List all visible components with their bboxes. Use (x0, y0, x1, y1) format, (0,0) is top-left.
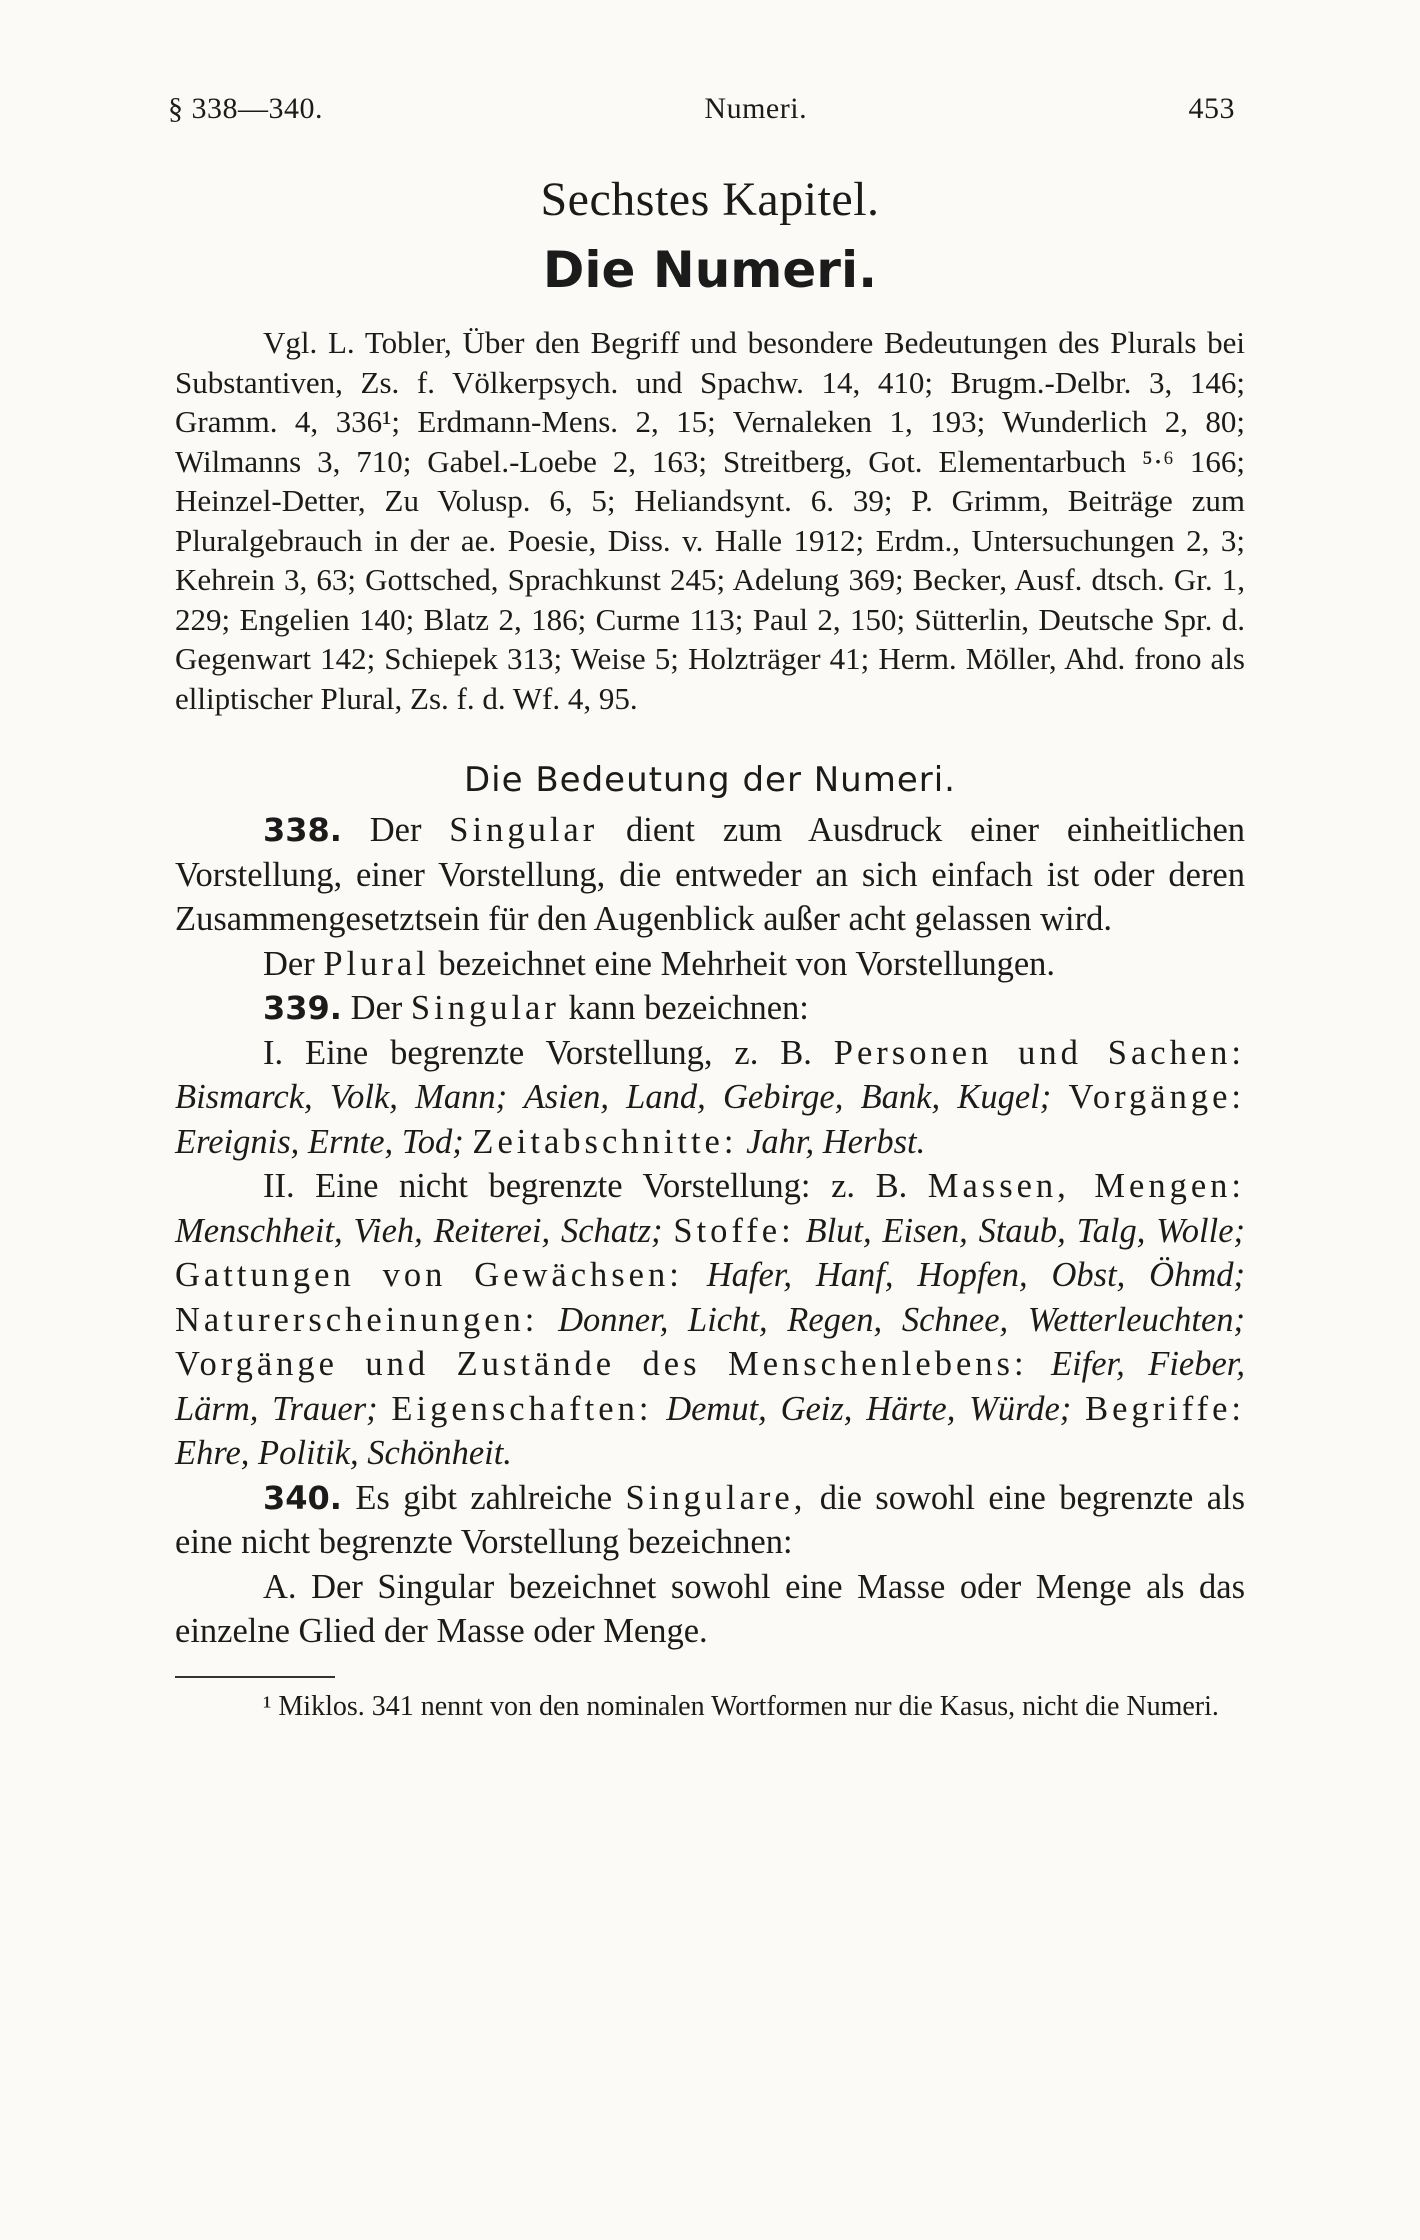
literature-references: Vgl. L. Tobler, Über den Begriff und besondere Bedeutungen des Plurals bei Substantiven, Zs. f. Völkerpsych. und Spachw. 14, 410; Brugm.-Delbr. 3, 146; Gramm. 4, 336¹; Erdmann-Mens. 2, 15; Vernaleken 1, 193; Wunderlich 2, 80; Wilmanns 3, 710; Gabel.-Loebe 2, 163; Streitberg, Got. Elementarbuch ⁵·⁶ 166; Heinzel-Detter, Zu Volusp. 6, 5; Heliandsynt. 6. 39; P. Grimm, Beiträge zum Pluralgebrauch in der ae. Poesie, Diss. v. Halle 1912; Erdm., Untersuchungen 2, 3; Kehrein 3, 63; Gottsched, Sprachkunst 245; Adelung 369; Becker, Ausf. dtsch. Gr. 1, 229; Engelien 140; Blatz 2, 186; Curme 113; Paul 2, 150; Sütterlin, Deutsche Spr. d. Gegenwart 142; Schiepek 313; Weise 5; Holzträger 41; Herm. Möller, Ahd. frono als elliptischer Plural, Zs. f. d. Wf. 4, 95. (175, 325, 1245, 716)
section-range: § 338—340. (168, 92, 323, 125)
main-text (175, 808, 1245, 1654)
section-heading: Die Bedeutung der Numeri. (463, 760, 956, 800)
running-head (168, 92, 1235, 126)
paragraph-338: 338. Der Singular dient zum Ausdruck einer einheitlichen Vorstellung, einer Vorstellung, die entweder an sich einfach ist oder deren Zusammengesetztsein für den Augenblick außer acht gelassen wird. (175, 811, 1246, 938)
chapter-label: Sechstes Kapitel. (540, 173, 880, 226)
paragraph-339-ii: II. Eine nicht begrenzte Vorstellung: z. B. Massen, Mengen: Menschheit, Vieh, Reiterei, Schatz; Stoffe: Blut, Eisen, Staub, Talg, Wolle; Gattungen von Gewächsen: Hafer, Hanf, Hopfen, Obst, Öhmd; Naturerscheinungen: Donner, Licht, Regen, Schnee, Wetterleuchten; Vorgänge und Zustände des Menschenlebens: Eifer, Fieber, Lärm, Trauer; Eigenschaften: Demut, Geiz, Härte, Würde; Begriffe: Ehre, Politik, Schönheit. (175, 1167, 1246, 1472)
paragraph-338-plural: Der Plural bezeichnet eine Mehrheit von Vorstellungen. (263, 944, 1056, 983)
paragraph-339-i: I. Eine begrenzte Vorstellung, z. B. Personen und Sachen: Bismarck, Volk, Mann; Asien, Land, Gebirge, Bank, Kugel; Vorgänge: Ereignis, Ernte, Tod; Zeitabschnitte: Jahr, Herbst. (175, 1033, 1246, 1161)
running-title: Numeri. (704, 92, 808, 125)
page-content (175, 172, 1245, 1726)
page-number: 453 (1188, 92, 1235, 125)
paragraph-340-a: A. Der Singular bezeichnet sowohl eine Masse oder Menge als das einzelne Glied der Masse oder Menge. (175, 1567, 1245, 1650)
paragraph-number: 338. (263, 811, 342, 849)
paragraph-number: 339. (263, 989, 342, 1027)
paragraph-340: 340. Es gibt zahlreiche Singulare, die sowohl eine begrenzte als eine nicht begrenzte Vorstellung bezeichnen: (175, 1478, 1246, 1561)
paragraph-number: 340. (263, 1478, 342, 1517)
footnote: ¹ Miklos. 341 nennt von den nominalen Wortformen nur die Kasus, nicht die Numeri. (263, 1690, 1219, 1722)
chapter-title: Die Numeri. (542, 241, 878, 299)
footnote-divider (175, 1676, 335, 1678)
paragraph-339: 339. Der Singular kann bezeichnen: (263, 989, 809, 1027)
